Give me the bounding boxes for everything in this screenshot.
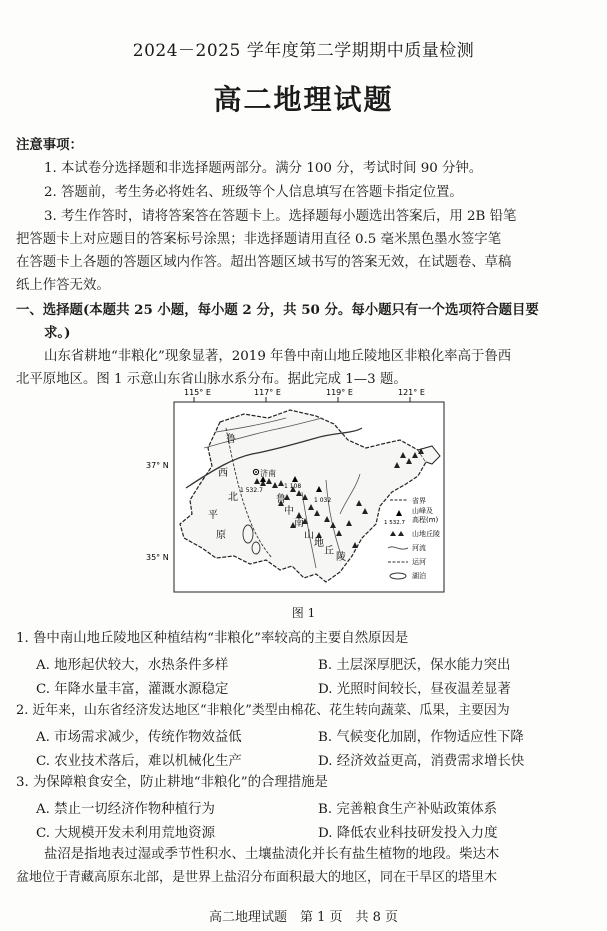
svg-text:省界: 省界 [412, 497, 426, 505]
question-option: B. 完善粮食生产补贴政策体系 [318, 802, 498, 817]
question-option: B. 气候变化加剧，作物适应性下降 [318, 730, 524, 745]
lon-label: 115° E [184, 388, 211, 397]
question-option: C. 大规模开发未利用荒地资源 [36, 826, 215, 841]
svg-text:高程(m): 高程(m) [412, 516, 439, 524]
lat-label: 37° N [146, 461, 169, 470]
svg-text:丘: 丘 [324, 546, 334, 557]
lon-label: 119° E [326, 388, 353, 397]
question-stem: 1. 鲁中南山地丘陵地区种植结构“非粮化”率较高的主要自然原因是 [16, 631, 409, 646]
svg-text:山峰及: 山峰及 [412, 507, 433, 515]
peak-elevation: 1 108 [284, 483, 302, 490]
question-option: D. 光照时间较长，昼夜温差显著 [318, 682, 511, 697]
svg-text:陵: 陵 [336, 552, 346, 563]
paper-title: 高二地理试题 [213, 83, 394, 116]
svg-text:1 532.7: 1 532.7 [384, 520, 405, 526]
svg-text:平: 平 [208, 510, 218, 521]
peak-elevation: 1 032 [314, 497, 332, 504]
passage-line: 北平原地区。图 1 示意山东省山脉水系分布。据此完成 1—3 题。 [16, 372, 407, 387]
note-line: 1. 本试卷分选择题和非选择题两部分。满分 100 分，考试时间 90 分钟。 [44, 161, 483, 176]
passage-line: 盐沼是指地表过湿或季节性积水、土壤盐渍化并长有盐生植物的地段。柴达木 [44, 847, 500, 862]
question-option: A. 市场需求减少，传统作物效益低 [36, 730, 242, 745]
section-heading-cont: 求。) [44, 325, 71, 341]
question-option: A. 地形起伏较大，水热条件多样 [36, 658, 229, 673]
note-line: 2. 答题前，考生务必将姓名、班级等个人信息填写在答题卡指定位置。 [44, 185, 463, 200]
svg-text:北: 北 [228, 492, 238, 503]
svg-text:鲁: 鲁 [226, 434, 236, 445]
question-option: D. 经济效益更高，消费需求增长快 [318, 754, 525, 769]
question-stem: 3. 为保障粮食安全，防止耕地“非粮化”的合理措施是 [16, 775, 328, 790]
peak-elevation: 1 532.7 [240, 487, 263, 494]
city-label: 济南 [260, 469, 276, 478]
shandong-map [146, 388, 452, 596]
question-option: C. 年降水量丰富，灌溉水源稳定 [36, 682, 229, 697]
svg-text:原: 原 [216, 530, 226, 541]
note-line: 把答题卡上对应题目的答案标号涂黑；非选择题请用直径 0.5 毫米黑色墨水签字笔 [16, 232, 502, 247]
svg-text:西: 西 [218, 468, 228, 479]
lon-label: 121° E [398, 388, 425, 397]
exam-name: 2024－2025 学年度第二学期期中质量检测 [132, 41, 475, 61]
passage-line: 山东省耕地“非粮化”现象显著，2019 年鲁中南山地丘陵地区非粮化率高于鲁西 [44, 349, 512, 364]
lon-label: 117° E [254, 388, 281, 397]
section-heading: 一、选择题(本题共 25 小题，每小题 2 分，共 50 分。每小题只有一个选项符合题目要 [16, 302, 539, 318]
question-option: A. 禁止一切经济作物种植行为 [36, 802, 215, 817]
question-option: B. 土层深厚肥沃，保水能力突出 [318, 658, 511, 673]
figure-caption: 图 1 [291, 606, 316, 620]
question-option: D. 降低农业科技研发投入力度 [318, 826, 498, 841]
note-line: 3. 考生作答时，请将答案答在答题卡上。选择题每小题选出答案后，用 2B 铅笔 [44, 209, 517, 224]
svg-text:地: 地 [314, 538, 324, 549]
svg-text:山: 山 [304, 530, 314, 541]
note-line: 在答题卡上各题的答题区域内作答。超出答题区域书写的答案无效，在试题卷、草稿 [16, 255, 512, 270]
notes-heading: 注意事项： [16, 137, 83, 153]
passage-line: 盆地位于青藏高原东北部，是世界上盐沼分布面积最大的地区，同在干旱区的塔里木 [16, 870, 498, 885]
svg-text:山地丘陵: 山地丘陵 [412, 530, 440, 538]
question-stem: 2. 近年来，山东省经济发达地区“非粮化”类型由棉花、花生转向蔬菜、瓜果，主要因为 [16, 703, 510, 718]
note-line: 纸上作答无效。 [16, 278, 110, 293]
svg-text:南: 南 [294, 518, 304, 529]
lat-label: 35° N [146, 553, 169, 562]
page-footer: 高二地理试题 第 1 页 共 8 页 [208, 910, 399, 925]
svg-text:湖泊: 湖泊 [412, 572, 426, 580]
svg-text:河流: 河流 [412, 544, 426, 552]
svg-text:中: 中 [284, 506, 294, 517]
svg-text:鲁: 鲁 [276, 494, 286, 505]
svg-text:运河: 运河 [412, 558, 426, 566]
question-option: C. 农业技术落后，难以机械化生产 [36, 754, 242, 769]
